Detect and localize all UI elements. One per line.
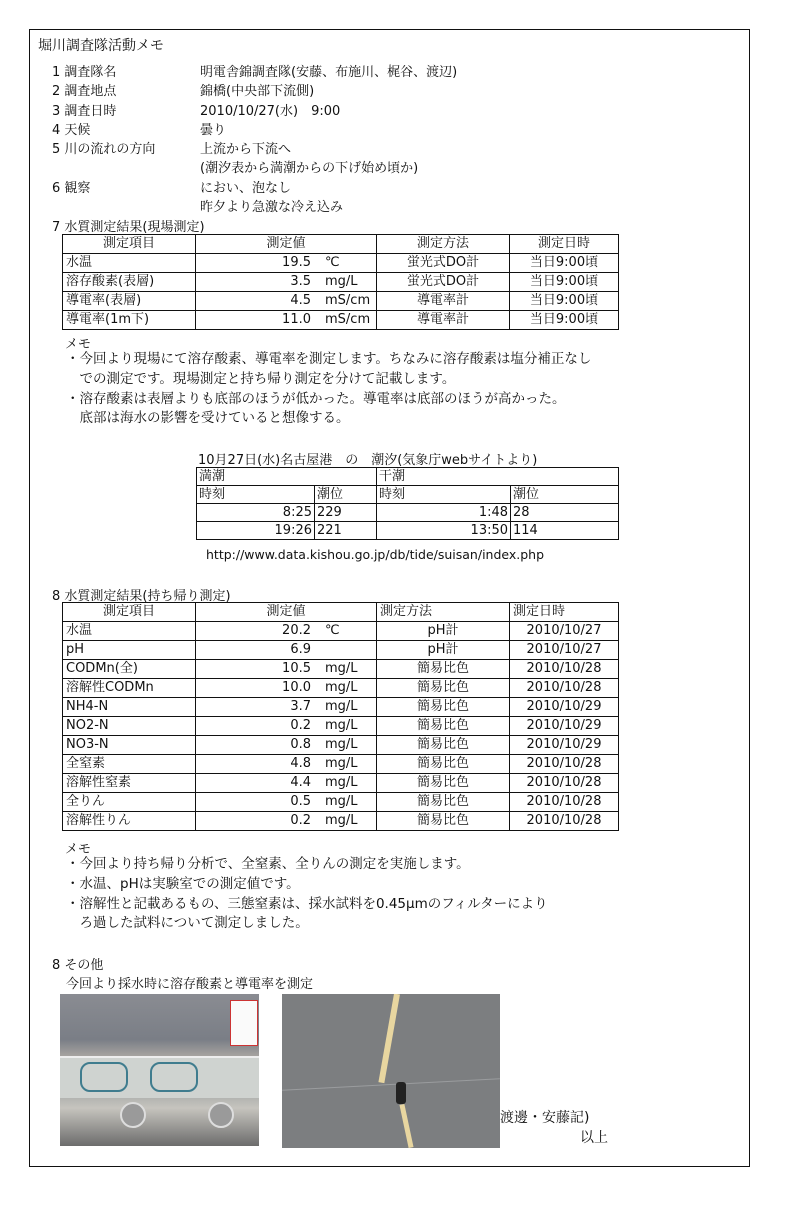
- info-label: 5 川の流れの方向: [52, 142, 156, 157]
- date-cell: 当日9:00頃: [510, 254, 619, 273]
- railing-ornament: [150, 1062, 198, 1092]
- date-cell: 当日9:00頃: [510, 273, 619, 292]
- date-cell: 2010/10/28: [510, 793, 619, 812]
- item-cell: CODMn(全): [63, 660, 196, 679]
- header-item: 測定項目: [63, 235, 196, 254]
- item-cell: NO2-N: [63, 717, 196, 736]
- memo-line: ・水温、pHは実験室での測定値です。: [66, 876, 300, 892]
- low-time: 1:48: [377, 504, 511, 522]
- page-title: 堀川調査隊活動メモ: [38, 38, 164, 54]
- info-label: 4 天候: [52, 123, 91, 138]
- lamp: [120, 1102, 146, 1128]
- header-value: 測定値: [196, 235, 377, 254]
- high-time: 8:25: [197, 504, 315, 522]
- table-row: [63, 292, 619, 311]
- table-header-row: [63, 235, 619, 254]
- low-time: 13:50: [377, 522, 511, 540]
- header-item: 測定項目: [63, 603, 196, 622]
- table-row: [63, 812, 619, 831]
- date-cell: 2010/10/29: [510, 717, 619, 736]
- memo-line: での測定です。現場測定と持ち帰り測定を分けて記載します。: [66, 371, 456, 387]
- item-cell: 全りん: [63, 793, 196, 812]
- info-value: 明電舎錦調査隊(安藤、布施川、梶谷、渡辺): [200, 65, 458, 80]
- memo-line: ・今回より持ち帰り分析で、全窒素、全りんの測定を実施します。: [66, 856, 470, 872]
- table-row: [63, 698, 619, 717]
- lamp: [208, 1102, 234, 1128]
- method-cell: 簡易比色: [377, 660, 510, 679]
- memo-line: ・今回より現場にて溶存酸素、導電率を測定します。ちなみに溶存酸素は塩分補正なし: [66, 351, 592, 367]
- table-row: [63, 311, 619, 330]
- table-row: [63, 622, 619, 641]
- value-cell: 3.7 mg/L: [196, 698, 377, 717]
- info-label: 2 調査地点: [52, 84, 117, 99]
- other-heading: 8 その他: [52, 958, 104, 973]
- date-cell: 2010/10/29: [510, 698, 619, 717]
- method-cell: 簡易比色: [377, 774, 510, 793]
- tide-header-row: [197, 468, 619, 486]
- item-cell: 溶存酸素(表層): [63, 273, 196, 292]
- info-value: 2010/10/27(水) 9:00: [200, 104, 341, 119]
- table-row: [63, 641, 619, 660]
- lab-measurement-table: [62, 602, 619, 831]
- low-level: 28: [511, 504, 619, 522]
- value-cell: 0.8 mg/L: [196, 736, 377, 755]
- field-measurement-table: [62, 234, 619, 330]
- tide-table: [196, 467, 619, 540]
- other-text: 今回より採水時に溶存酸素と導電率を測定: [66, 977, 314, 992]
- bridge-photo: [60, 994, 259, 1146]
- info-label: 6 観察: [52, 181, 91, 196]
- tide-row: [197, 504, 619, 522]
- method-cell: 簡易比色: [377, 755, 510, 774]
- date-cell: 当日9:00頃: [510, 292, 619, 311]
- info-value-note: 昨夕より急激な冷え込み: [200, 200, 344, 215]
- table-row: [63, 755, 619, 774]
- item-cell: NH4-N: [63, 698, 196, 717]
- table-row: [63, 273, 619, 292]
- table-header-row: [63, 603, 619, 622]
- value-cell: 3.5 mg/L: [196, 273, 377, 292]
- high-tide-label: 満潮: [197, 468, 377, 486]
- table-row: [63, 660, 619, 679]
- level-label: 潮位: [511, 486, 619, 504]
- item-cell: pH: [63, 641, 196, 660]
- table-row: [63, 679, 619, 698]
- header-method: 測定方法: [377, 235, 510, 254]
- item-cell: 水温: [63, 622, 196, 641]
- value-cell: 0.2 mg/L: [196, 812, 377, 831]
- table-row: [63, 717, 619, 736]
- value-cell: 4.4 mg/L: [196, 774, 377, 793]
- date-cell: 2010/10/28: [510, 660, 619, 679]
- date-cell: 2010/10/28: [510, 679, 619, 698]
- high-level: 221: [315, 522, 377, 540]
- low-level: 114: [511, 522, 619, 540]
- method-cell: 簡易比色: [377, 736, 510, 755]
- low-tide-label: 干潮: [377, 468, 619, 486]
- time-label: 時刻: [197, 486, 315, 504]
- method-cell: 導電率計: [377, 311, 510, 330]
- value-cell: 10.5 mg/L: [196, 660, 377, 679]
- memo-line: 底部は海水の影響を受けていると想像する。: [66, 410, 350, 426]
- method-cell: 簡易比色: [377, 793, 510, 812]
- value-cell: 20.2 ℃: [196, 622, 377, 641]
- value-cell: 6.9: [196, 641, 377, 660]
- method-cell: 簡易比色: [377, 717, 510, 736]
- method-cell: 簡易比色: [377, 679, 510, 698]
- table-row: [63, 254, 619, 273]
- method-cell: 簡易比色: [377, 812, 510, 831]
- table-row: [63, 774, 619, 793]
- rope: [378, 994, 400, 1083]
- info-value: におい、泡なし: [200, 181, 292, 196]
- memo-line: ・溶解性と記載あるもの、三態窒素は、採水試料を0.45μmのフィルターにより: [66, 896, 548, 912]
- info-value-note: (潮汐表から満潮からの下げ始め頃か): [200, 161, 419, 176]
- item-cell: 導電率(1m下): [63, 311, 196, 330]
- date-cell: 2010/10/28: [510, 812, 619, 831]
- tide-subheader-row: [197, 486, 619, 504]
- value-cell: 11.0 mS/cm: [196, 311, 377, 330]
- item-cell: 溶解性窒素: [63, 774, 196, 793]
- header-value: 測定値: [196, 603, 377, 622]
- item-cell: 水温: [63, 254, 196, 273]
- method-cell: 蛍光式DO計: [377, 254, 510, 273]
- method-cell: 蛍光式DO計: [377, 273, 510, 292]
- rope: [399, 1104, 413, 1148]
- method-cell: pH計: [377, 622, 510, 641]
- item-cell: 全窒素: [63, 755, 196, 774]
- item-cell: NO3-N: [63, 736, 196, 755]
- tide-caption: 10月27日(水)名古屋港 の 潮汐(気象庁webサイトより): [198, 453, 538, 468]
- item-cell: 溶解性CODMn: [63, 679, 196, 698]
- value-cell: 10.0 mg/L: [196, 679, 377, 698]
- value-cell: 0.5 mg/L: [196, 793, 377, 812]
- wire: [282, 1078, 500, 1090]
- method-cell: pH計: [377, 641, 510, 660]
- tide-source-url: http://www.data.kishou.go.jp/db/tide/suisan/index.php: [206, 547, 545, 562]
- date-cell: 当日9:00頃: [510, 311, 619, 330]
- value-cell: 19.5 ℃: [196, 254, 377, 273]
- value-cell: 4.8 mg/L: [196, 755, 377, 774]
- memo-label: メモ: [65, 337, 92, 352]
- date-cell: 2010/10/28: [510, 755, 619, 774]
- info-value: 錦橋(中央部下流側): [200, 84, 315, 99]
- high-level: 229: [315, 504, 377, 522]
- table-row: [63, 793, 619, 812]
- signature: 渡邊・安藤記): [500, 1110, 590, 1126]
- info-label: 1 調査隊名: [52, 65, 117, 80]
- info-value: 曇り: [200, 123, 227, 138]
- railing-ornament: [80, 1062, 128, 1092]
- header-date: 測定日時: [510, 235, 619, 254]
- memo-label: メモ: [65, 842, 92, 857]
- info-label: 3 調査日時: [52, 104, 117, 119]
- table-row: [63, 736, 619, 755]
- value-cell: 0.2 mg/L: [196, 717, 377, 736]
- memo-line: ろ過した試料について測定しました。: [66, 915, 309, 931]
- tide-row: [197, 522, 619, 540]
- header-date: 測定日時: [510, 603, 619, 622]
- date-cell: 2010/10/29: [510, 736, 619, 755]
- date-cell: 2010/10/27: [510, 622, 619, 641]
- sign-board: [230, 1000, 258, 1046]
- method-cell: 簡易比色: [377, 698, 510, 717]
- header-method: 測定方法: [377, 603, 510, 622]
- value-cell: 4.5 mS/cm: [196, 292, 377, 311]
- memo-line: ・溶存酸素は表層よりも底部のほうが低かった。導電率は底部のほうが高かった。: [66, 391, 566, 407]
- probe: [396, 1082, 406, 1104]
- item-cell: 溶解性りん: [63, 812, 196, 831]
- method-cell: 導電率計: [377, 292, 510, 311]
- date-cell: 2010/10/27: [510, 641, 619, 660]
- level-label: 潮位: [315, 486, 377, 504]
- date-cell: 2010/10/28: [510, 774, 619, 793]
- item-cell: 導電率(表層): [63, 292, 196, 311]
- time-label: 時刻: [377, 486, 511, 504]
- info-value: 上流から下流へ: [200, 142, 292, 157]
- high-time: 19:26: [197, 522, 315, 540]
- water-sampling-photo: [282, 994, 500, 1148]
- section7-heading: 7 水質測定結果(現場測定): [52, 220, 205, 235]
- end-mark: 以上: [580, 1130, 608, 1146]
- section8-heading: 8 水質測定結果(持ち帰り測定): [52, 589, 231, 604]
